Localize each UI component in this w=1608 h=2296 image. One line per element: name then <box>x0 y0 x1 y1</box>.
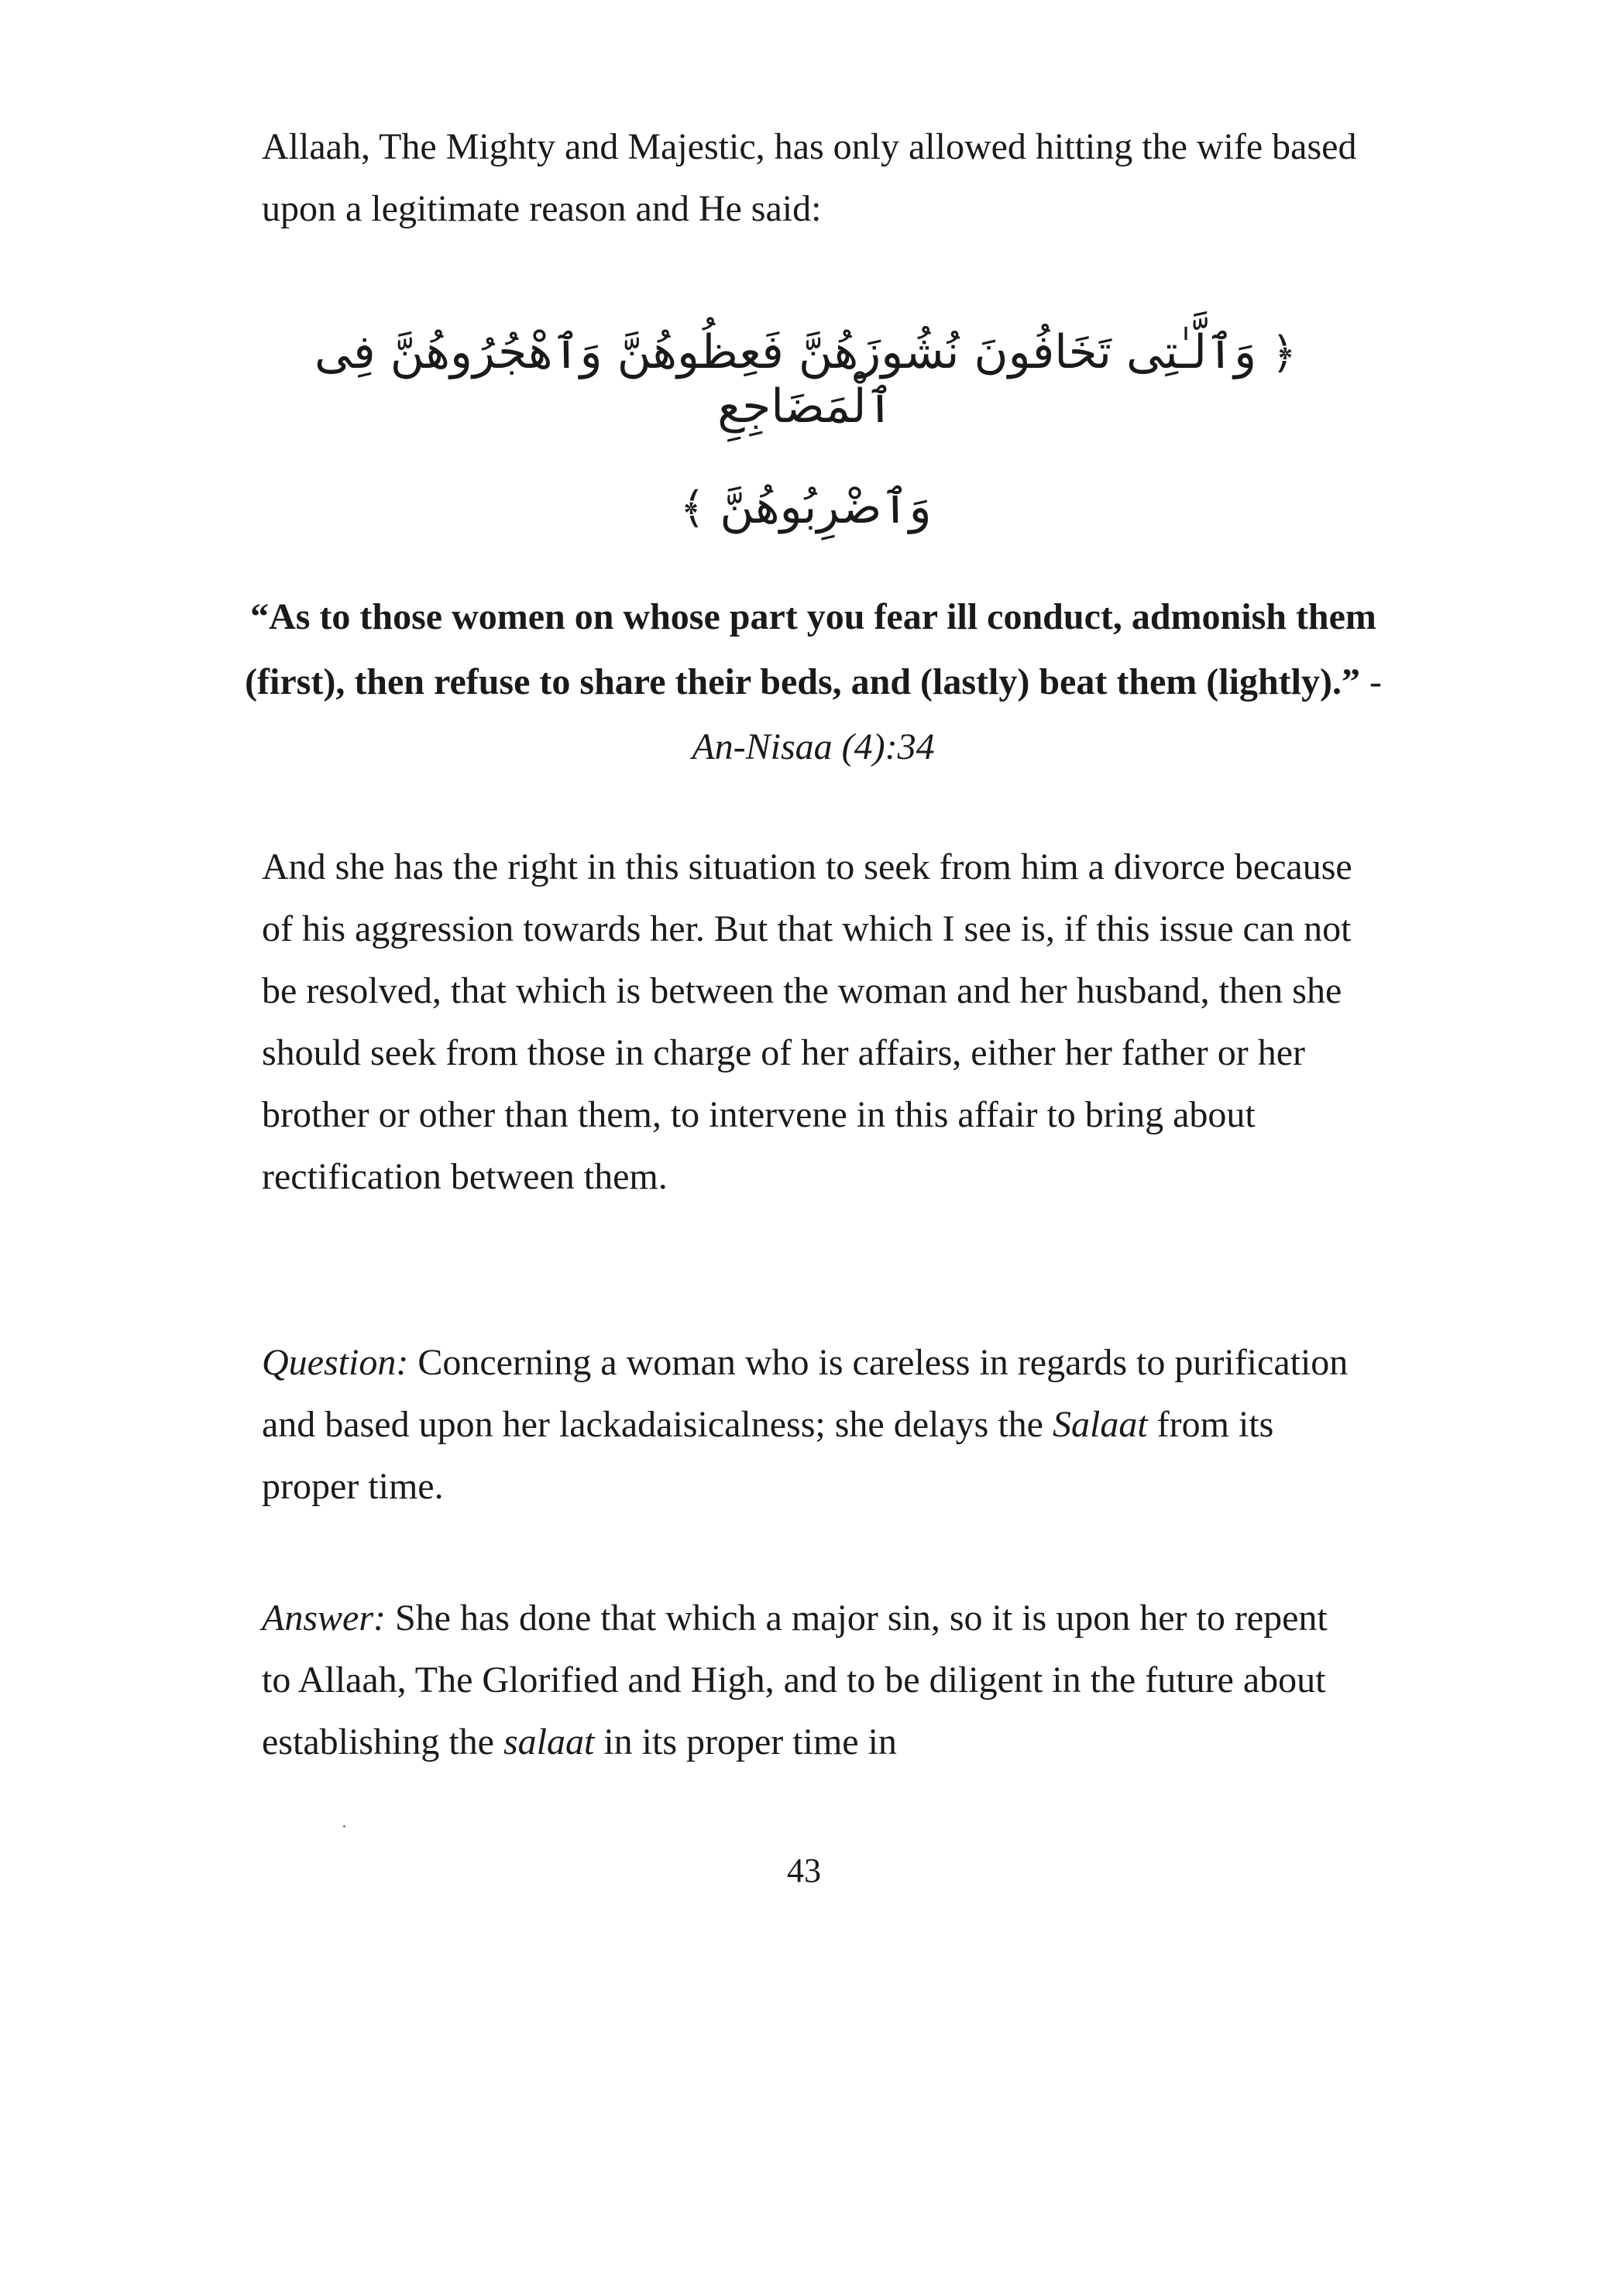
verse-reference: - An-Nisaa (4):34 <box>692 661 1382 767</box>
verse-arabic-text-2: وَٱضْرِبُوهُنَّ <box>720 480 932 534</box>
answer-text-2: in its proper time in <box>594 1721 897 1762</box>
quran-verse-line-2 <box>256 480 1355 534</box>
quran-verse-line-1 <box>256 325 1355 434</box>
verse-translation <box>232 585 1394 780</box>
question-text-2: from its proper time. <box>262 1404 1274 1507</box>
verse-arabic-text-1: وَٱلَّـٰتِى تَخَافُونَ نُشُوزَهُنَّ فَعِظُوهُنَّ وَٱهْجُرُوهُنَّ فِى ٱلْمَضَاجِعِ <box>314 325 1257 434</box>
question-text-1: Concerning a woman who is careless in regards to purification and based upon her lackadaisicalness; she delays the <box>262 1342 1349 1445</box>
answer-text-1: She has done that which a major sin, so it is upon her to repent to Allaah, The Glorified and High, and to be diligent in the future about establishing the <box>262 1598 1328 1762</box>
verse-close-ornament: ﴾ <box>679 483 706 534</box>
verse-open-ornament: ﴿ <box>1271 328 1297 379</box>
question-term: Salaat <box>1052 1404 1148 1445</box>
scan-speck <box>343 1825 345 1828</box>
question-paragraph <box>262 1332 1362 1518</box>
answer-label: Answer: <box>262 1598 386 1639</box>
answer-term: salaat <box>503 1721 595 1762</box>
answer-paragraph <box>262 1587 1362 1773</box>
intro-paragraph: Allaah, The Mighty and Majestic, has only allowed hitting the wife based upon a legitimate reason and He said: <box>262 126 1357 229</box>
divorce-paragraph: And she has the right in this situation to seek from him a divorce because of his aggression towards her. But that which I see is, if this issue can not be resolved, that which is between the woman and her husband, then she should seek from those in charge of her affairs, either her father or her brother or other than them, to intervene in this affair to bring about rectification between them. <box>262 846 1352 1197</box>
page-number: 43 <box>787 1852 821 1889</box>
translation-text: “As to those women on whose part you fear ill conduct, admonish them (first), then refuse to share their beds, and (lastly) beat them (lightly).” <box>245 596 1376 702</box>
question-label: Question: <box>262 1342 409 1383</box>
